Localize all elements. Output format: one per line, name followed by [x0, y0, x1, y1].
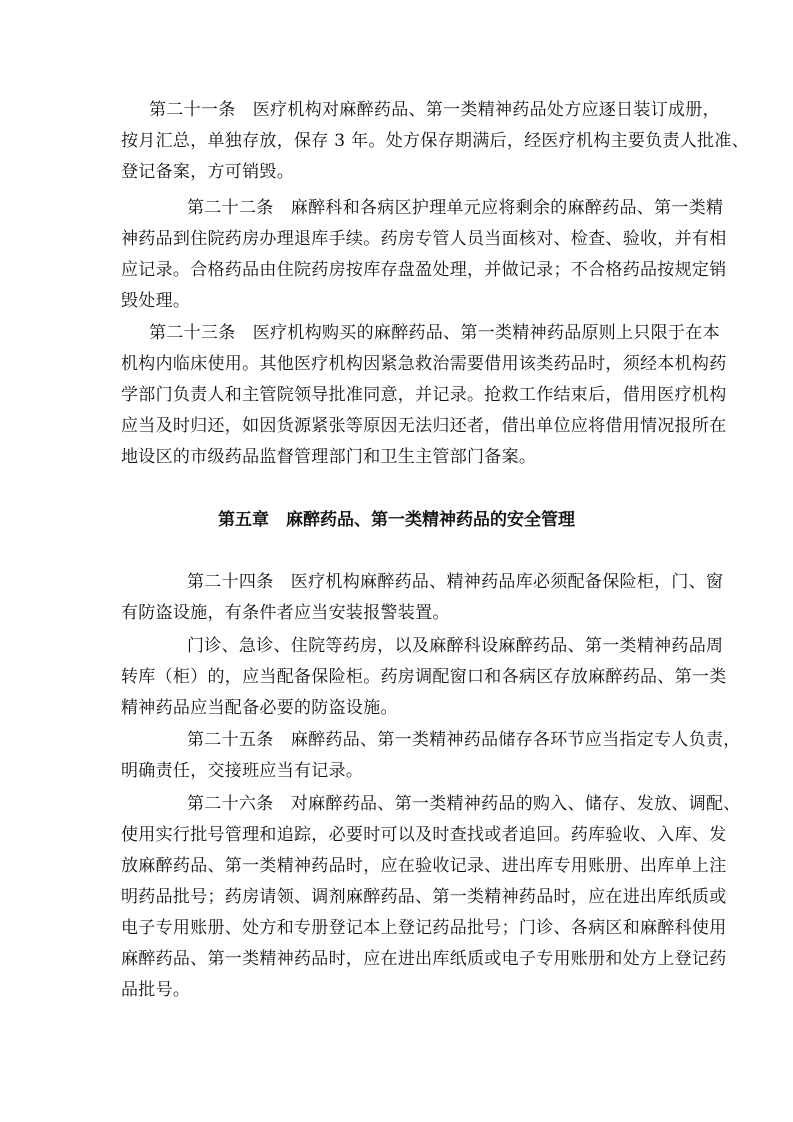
article-24-para2-line-1: 门诊、急诊、住院等药房，以及麻醉科设麻醉药品、第一类精神药品周: [187, 636, 724, 656]
article-26-line-7: 品批号。: [121, 980, 191, 1000]
article-23-line-3: 学部门负责人和主管院领导批准同意，并记录。抢救工作结束后，借用医疗机构: [121, 385, 727, 405]
article-25-line-2: 明确责任，交接班应当有记录。: [121, 761, 364, 781]
chapter-heading: 第五章 麻醉药品、第一类精神药品的安全管理: [218, 510, 575, 530]
article-24-line-2: 有防盗设施，有条件者应当安装报警装置。: [121, 603, 450, 623]
article-23-line-2: 机构内临床使用。其他医疗机构因紧急救治需要借用该类药品时，须经本机构药: [121, 354, 727, 374]
article-24-para2-line-3: 精神药品应当配备必要的防盗设施。: [121, 698, 398, 718]
article-24-para2-line-2: 转库（柜）的，应当配备保险柜。药房调配窗口和各病区存放麻醉药品、第一类: [121, 667, 727, 687]
article-26-line-2: 使用实行批号管理和追踪，必要时可以及时查找或者追回。药库验收、入库、发: [121, 825, 727, 845]
article-23-line-5: 地设区的市级药品监督管理部门和卫生主管部门备案。: [121, 447, 537, 467]
article-22-line-4: 毁处理。: [121, 291, 191, 311]
article-23-line-4: 应当及时归还，如因货源紧张等原因无法归还者，借出单位应将借用情况报所在: [121, 416, 727, 436]
article-22-line-3: 应记录。合格药品由住院药房按库存盘盈处理，并做记录；不合格药品按规定销: [121, 260, 727, 280]
article-24-line-1: 第二十四条 医疗机构麻醉药品、精神药品库必须配备保险柜，门、窗: [187, 572, 724, 592]
article-26-line-4: 明药品批号；药房请领、调剂麻醉药品、第一类精神药品时，应在进出库纸质或: [121, 887, 727, 907]
article-26-line-5: 电子专用账册、处方和专册登记本上登记药品批号；门诊、各病区和麻醉科使用: [121, 918, 727, 938]
article-25-line-1: 第二十五条 麻醉药品、第一类精神药品储存各环节应当指定专人负责，: [187, 730, 741, 750]
article-22-line-2: 神药品到住院药房办理退库手续。药房专管人员当面核对、检查、验收，并有相: [121, 229, 727, 249]
article-26-line-6: 麻醉药品、第一类精神药品时，应在进出库纸质或电子专用账册和处方上登记药: [121, 949, 727, 969]
article-26-line-3: 放麻醉药品、第一类精神药品时，应在验收记录、进出库专用账册、出库单上注: [121, 856, 727, 876]
article-26-line-1: 第二十六条 对麻醉药品、第一类精神药品的购入、储存、发放、调配、: [187, 794, 741, 814]
article-21-line-2: 按月汇总，单独存放，保存 3 年。处方保存期满后，经医疗机构主要负责人批准、: [121, 131, 750, 151]
article-21-line-3: 登记备案，方可销毁。: [121, 162, 294, 182]
article-22-line-1: 第二十二条 麻醉科和各病区护理单元应将剩余的麻醉药品、第一类精: [187, 198, 724, 218]
article-23-line-1: 第二十三条 医疗机构购买的麻醉药品、第一类精神药品原则上只限于在本: [149, 323, 720, 343]
article-21-line-1: 第二十一条 医疗机构对麻醉药品、第一类精神药品处方应逐日装订成册，: [149, 100, 720, 120]
